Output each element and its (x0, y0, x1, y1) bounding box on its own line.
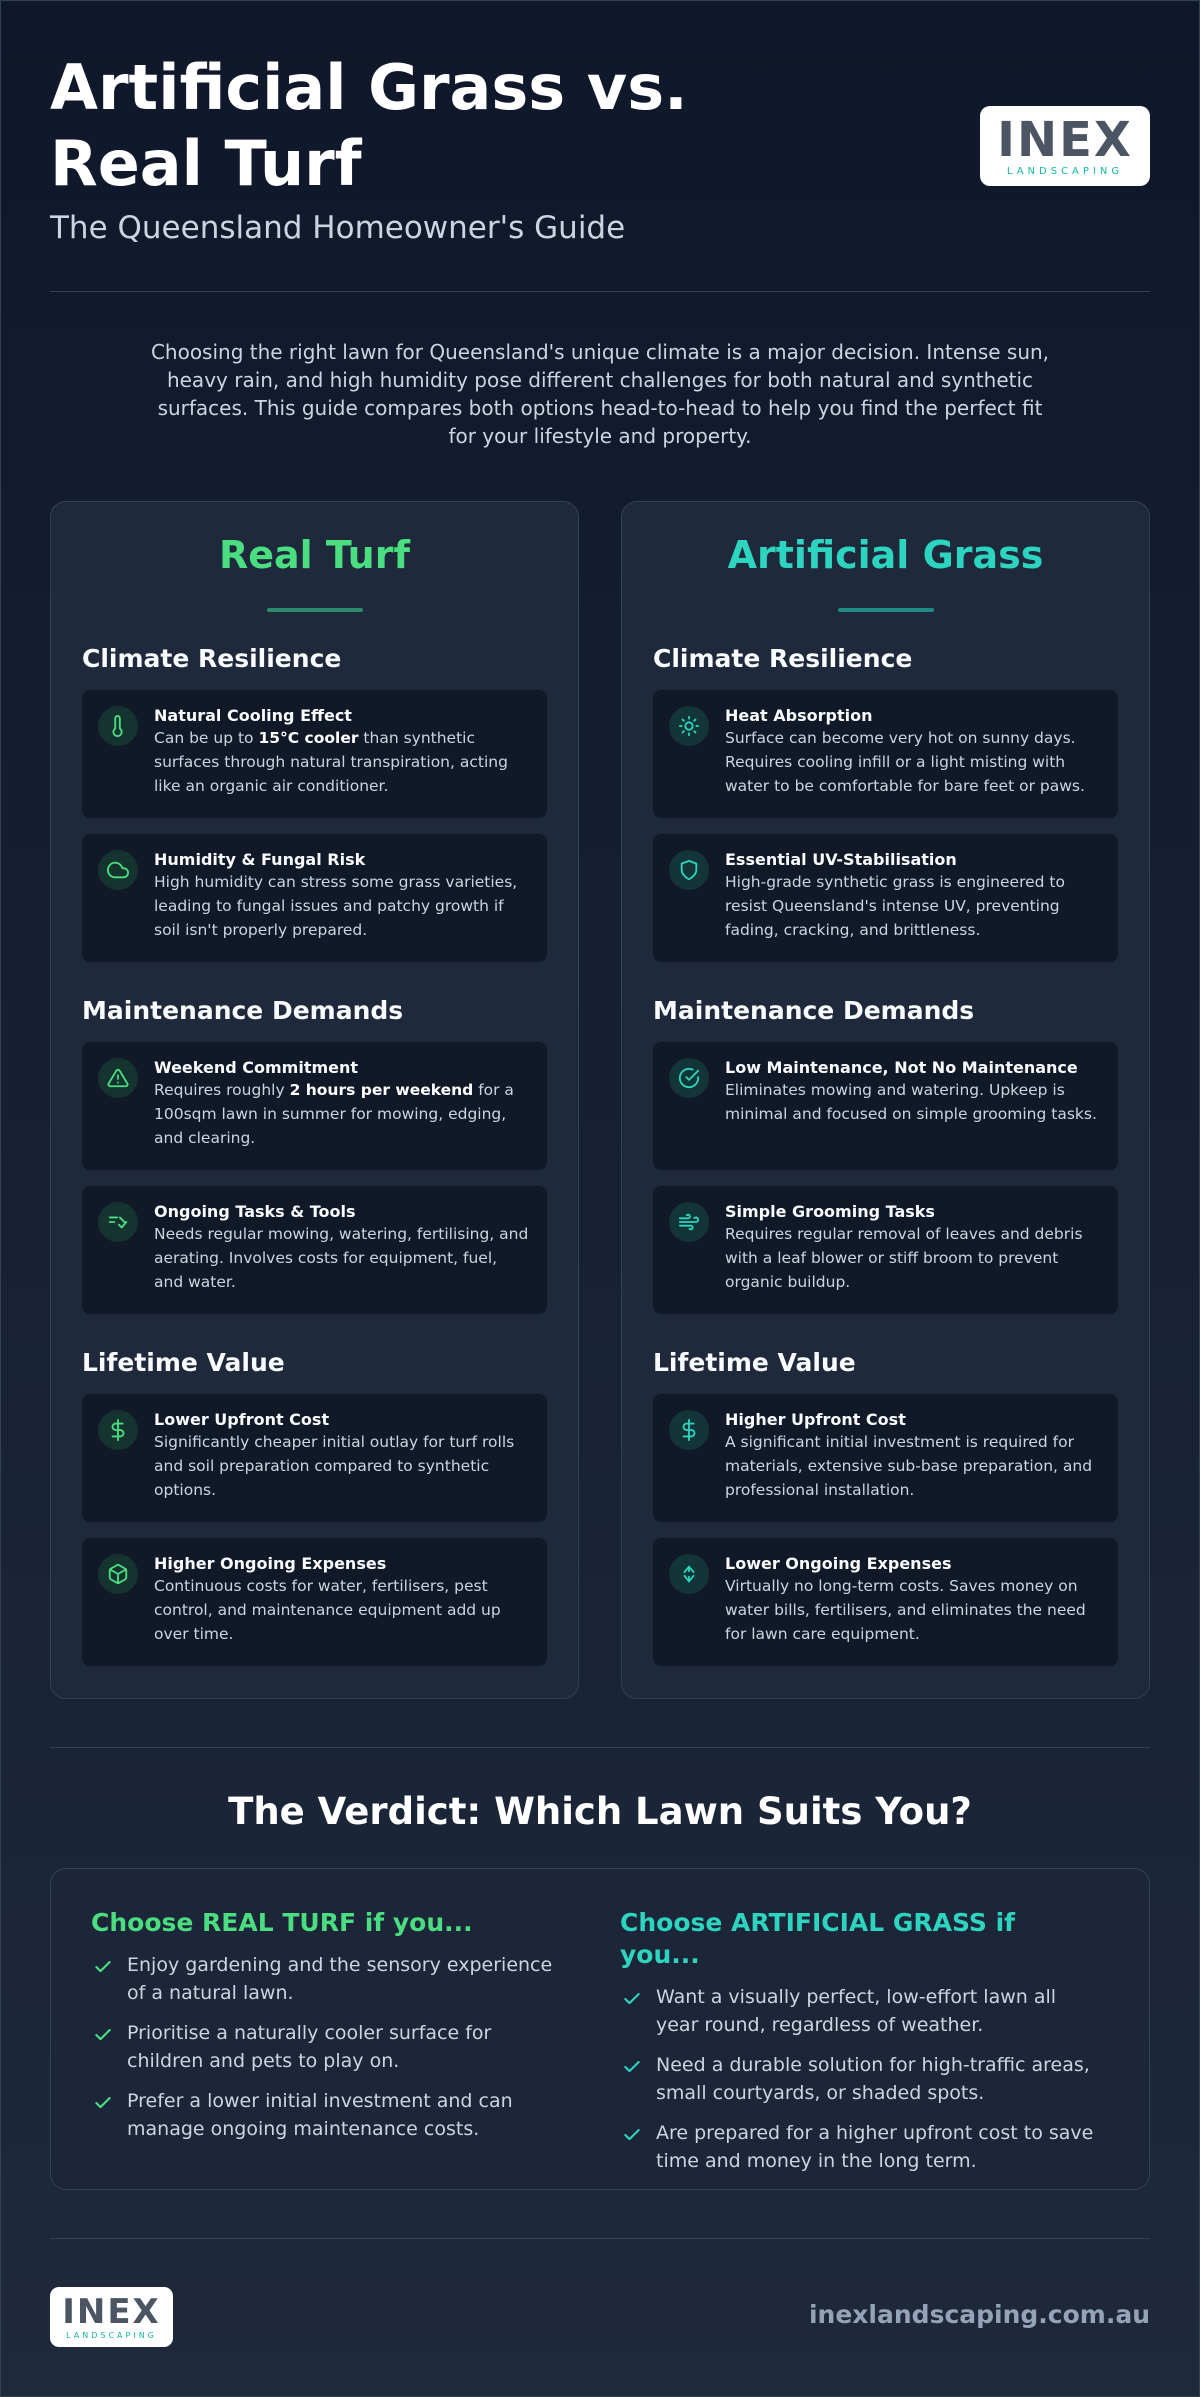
card-title: Humidity & Fungal Risk (154, 850, 366, 869)
card-text: Virtually no long-term costs. Saves money on water bills, fertilisers, and eliminates the need for lawn care equipment. (725, 1577, 1086, 1643)
check-icon (622, 2125, 642, 2145)
card-text: High humidity can stress some grass varieties, leading to fungal issues and patchy growth if soil isn't properly prepared. (154, 873, 518, 939)
real-turf-column (50, 501, 579, 1699)
column-rule (267, 608, 363, 612)
section-title: Lifetime Value (82, 1348, 285, 1377)
list-item: Enjoy gardening and the sensory experience of a natural lawn. (91, 1951, 571, 2007)
wind-icon (669, 1202, 709, 1242)
info-card (653, 1538, 1118, 1666)
card-text: Significantly cheaper initial outlay for turf rolls and soil preparation compared to synthetic options. (154, 1433, 515, 1499)
footer-logo[interactable] (50, 2287, 173, 2347)
verdict-box (50, 1868, 1150, 2190)
card-text: Continuous costs for water, fertilisers, pest control, and maintenance equipment add up over time. (154, 1577, 501, 1643)
verdict-artificial-heading: Choose ARTIFICIAL GRASS if you... (620, 1908, 1016, 1969)
check-icon (622, 1989, 642, 2009)
card-title: Heat Absorption (725, 706, 873, 725)
page-subtitle: The Queensland Homeowner's Guide (50, 210, 626, 246)
logo-wordmark: INEX (997, 111, 1133, 168)
logo-tagline: LANDSCAPING (1006, 165, 1124, 177)
section-title: Maintenance Demands (82, 996, 404, 1025)
card-title: Weekend Commitment (154, 1058, 359, 1077)
verdict-real-heading: Choose REAL TURF if you... (91, 1908, 473, 1937)
verdict-artificial-grass (620, 1907, 1100, 2175)
section-title: Lifetime Value (653, 1348, 856, 1377)
check-icon (622, 2057, 642, 2077)
verdict-title: The Verdict: Which Lawn Suits You? (228, 1790, 972, 1833)
card-text: Needs regular mowing, watering, fertilising, and aerating. Involves costs for equipment, fuel, and water. (154, 1225, 529, 1291)
section-title: Climate Resilience (82, 644, 342, 673)
card-highlight: 15°C cooler (258, 729, 359, 747)
thermometer-icon (98, 706, 138, 746)
shield-icon (669, 850, 709, 890)
box-icon (98, 1554, 138, 1594)
card-text: Requires regular removal of leaves and debris with a leaf blower or stiff broom to prevent organic buildup. (725, 1225, 1083, 1291)
section-title: Maintenance Demands (653, 996, 975, 1025)
logo-wordmark: INEX (62, 2291, 161, 2332)
card-title: Higher Ongoing Expenses (154, 1554, 387, 1573)
list-item: Are prepared for a higher upfront cost to save time and money in the long term. (620, 2119, 1100, 2175)
sun-icon (669, 706, 709, 746)
info-card (653, 1394, 1118, 1522)
card-title: Essential UV-Stabilisation (725, 850, 957, 869)
dollar-icon (98, 1410, 138, 1450)
list-item: Need a durable solution for high-traffic areas, small courtyards, or shaded spots. (620, 2051, 1100, 2107)
info-card (653, 834, 1118, 962)
info-card (653, 1042, 1118, 1170)
verdict-real-turf (91, 1907, 571, 2143)
divider (50, 2238, 1150, 2239)
card-title: Lower Upfront Cost (154, 1410, 330, 1429)
header-logo[interactable] (980, 106, 1150, 186)
divider (50, 291, 1150, 292)
info-card (82, 1538, 547, 1666)
card-title: Natural Cooling Effect (154, 706, 352, 725)
section-title: Climate Resilience (653, 644, 913, 673)
card-title: Simple Grooming Tasks (725, 1202, 935, 1221)
page-title: Artificial Grass vs. Real Turf (50, 51, 688, 200)
info-card (82, 1394, 547, 1522)
artificial-grass-column (621, 501, 1150, 1699)
info-card (653, 690, 1118, 818)
artificial-grass-title: Artificial Grass (727, 533, 1044, 577)
list-item: Want a visually perfect, low-effort lawn all year round, regardless of weather. (620, 1983, 1100, 2039)
info-card (82, 1186, 547, 1314)
card-text: High-grade synthetic grass is engineered to resist Queensland's intense UV, preventing fading, cracking, and brittleness. (725, 873, 1065, 939)
dollar-icon (669, 1410, 709, 1450)
list-item: Prioritise a naturally cooler surface for children and pets to play on. (91, 2019, 571, 2075)
card-text: Requires roughly 2 hours per weekend for a 100sqm lawn in summer for mowing, edging, and clearing. (154, 1081, 514, 1147)
recycle-icon (669, 1554, 709, 1594)
column-rule (838, 608, 934, 612)
check-icon (93, 1957, 113, 1977)
card-text: Eliminates mowing and watering. Upkeep is minimal and focused on simple grooming tasks. (725, 1081, 1097, 1123)
card-text: A significant initial investment is required for materials, extensive sub-base preparation, and professional installation. (725, 1433, 1093, 1499)
check-circle-icon (669, 1058, 709, 1098)
logo-tagline: LANDSCAPING (66, 2330, 157, 2340)
card-title: Ongoing Tasks & Tools (154, 1202, 356, 1221)
divider (50, 1747, 1150, 1748)
check-icon (93, 2093, 113, 2113)
website-link[interactable]: inexlandscaping.com.au (808, 2300, 1150, 2329)
card-highlight: 2 hours per weekend (289, 1081, 474, 1099)
info-card (82, 690, 547, 818)
card-text: Surface can become very hot on sunny days. Requires cooling infill or a light misting with water to be comfortable for bare feet or paws. (725, 729, 1085, 795)
check-icon (93, 2025, 113, 2045)
tools-icon (98, 1202, 138, 1242)
card-text: Can be up to 15°C cooler than synthetic surfaces through natural transpiration, acting like an organic air conditioner. (154, 729, 508, 795)
card-title: Lower Ongoing Expenses (725, 1554, 952, 1573)
card-title: Low Maintenance, Not No Maintenance (725, 1058, 1078, 1077)
info-card (653, 1186, 1118, 1314)
card-title: Higher Upfront Cost (725, 1410, 906, 1429)
cloud-icon (98, 850, 138, 890)
list-item: Prefer a lower initial investment and can manage ongoing maintenance costs. (91, 2087, 571, 2143)
intro-paragraph: Choosing the right lawn for Queensland's unique climate is a major decision. Intense sun, heavy rain, and high humidity pose different challenges for both natural and synthetic surfaces. This guide compares both options head-to-head to help you find the perfect fit for your lifestyle and property. (150, 340, 1050, 448)
warning-icon (98, 1058, 138, 1098)
info-card (82, 834, 547, 962)
header (50, 50, 1150, 250)
real-turf-title: Real Turf (218, 533, 410, 577)
info-card (82, 1042, 547, 1170)
